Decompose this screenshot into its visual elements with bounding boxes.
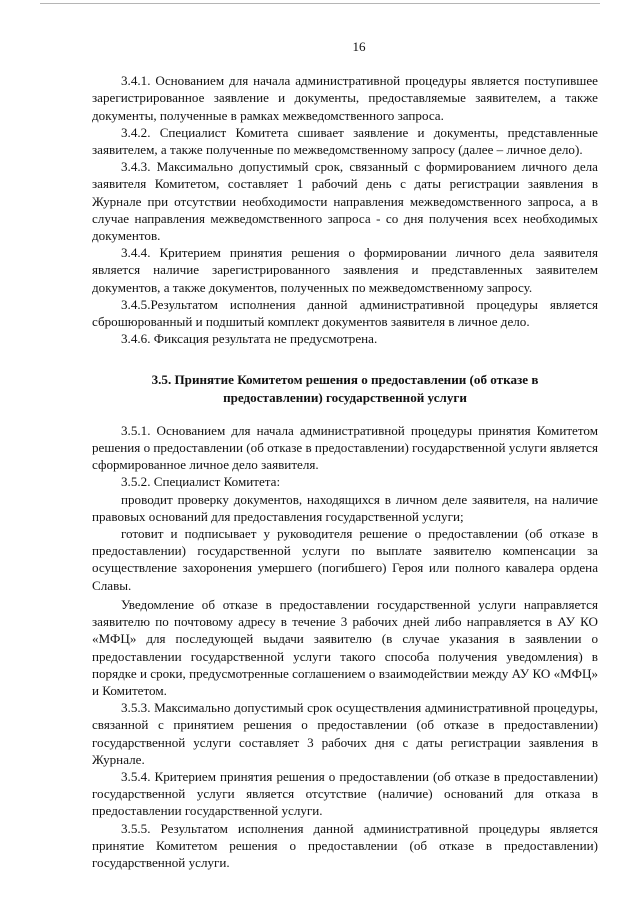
paragraph-3-4-3: 3.4.3. Максимально допустимый срок, связанный с формированием личного дела заявителя Комитетом, составляет 1 рабочий день с даты регистрации заявления в Журнале при отсутствии необходимости направления межведомственного запроса, а в случае направления межведомственного запроса - со дня получения всех необходимых документов. [92,159,598,244]
scan-top-edge [40,3,600,4]
paragraph-3-5-2: 3.5.2. Специалист Комитета: [121,474,281,490]
paragraph-3-4-2: 3.4.2. Специалист Комитета сшивает заявление и документы, представленные заявителем, а также полученные по межведомственному запросу (далее – личное дело). [92,124,598,158]
page-number: 16 [352,39,366,54]
paragraph-3-5-4: 3.5.4. Критерием принятия решения о предоставлении (об отказе в предоставлении) государственной услуги является отсутствие (наличие) оснований для отказа в предоставлении государственной услуги. [92,768,598,819]
paragraph-3-5-3: 3.5.3. Максимально допустимый срок осуществления административной процедуры, связанной с принятием решения о предоставлении (об отказе в предоставлении) государственной услуги составляет 3 рабочих дня с даты регистрации заявления в Журнале. [92,700,598,767]
paragraph-3-5-1: 3.5.1. Основанием для начала административной процедуры принятия Комитетом решения о предоставлении (об отказе в предоставлении) государственной услуги является сформированное личное дело заявителя. [92,422,598,473]
document-page [92,38,598,871]
paragraph-prepare-decision: готовит и подписывает у руководителя решение о предоставлении (об отказе в предоставлении) государственной услуги по выплате заявителю компенсации за осуществление захоронения умершего (погибшего) Героя или полного кавалера ордена Славы. [92,526,598,593]
paragraph-3-4-5: 3.4.5.Результатом исполнения данной административной процедуры является сброшюрованный и подшитый комплект документов заявителя в личное дело. [92,296,598,330]
paragraph-check-documents: проводит проверку документов, находящихся в личном деле заявителя, на наличие правовых оснований для предоставления государственной услуги; [92,491,598,524]
paragraph-refusal-notice: Уведомление об отказе в предоставлении государственной услуги направляется заявителю по почтовому адресу в течение 3 рабочих дней либо направляется в АУ КО «МФЦ» для последующей выдачи заявителю (в случае указания в заявлении о предоставлении государственной услуги такого способа получения уведомления) в порядке и сроки, предусмотренные соглашением о взаимодействии между АУ КО «МФЦ» и Комитетом. [92,596,598,698]
paragraph-3-4-6: 3.4.6. Фиксация результата не предусмотрена. [121,331,378,347]
paragraph-3-4-4: 3.4.4. Критерием принятия решения о формировании личного дела заявителя является наличие зарегистрированного заявления и представленных заявителем документов, а также документов, полученных по межведомственному запросу. [92,245,598,295]
section-heading-3-5: 3.5. Принятие Комитетом решения о предоставлении (об отказе в предоставлении) государственной услуги [151,372,539,405]
paragraph-3-5-5: 3.5.5. Результатом исполнения данной административной процедуры является принятие Комитетом решения о предоставлении (об отказе в предоставлении) государственной услуги. [92,820,598,870]
paragraph-3-4-1: 3.4.1. Основанием для начала административной процедуры является поступившее зарегистрированное заявление и документы, предоставляемые заявителем, а также документы, полученные в рамках межведомственного запроса. [92,73,598,123]
